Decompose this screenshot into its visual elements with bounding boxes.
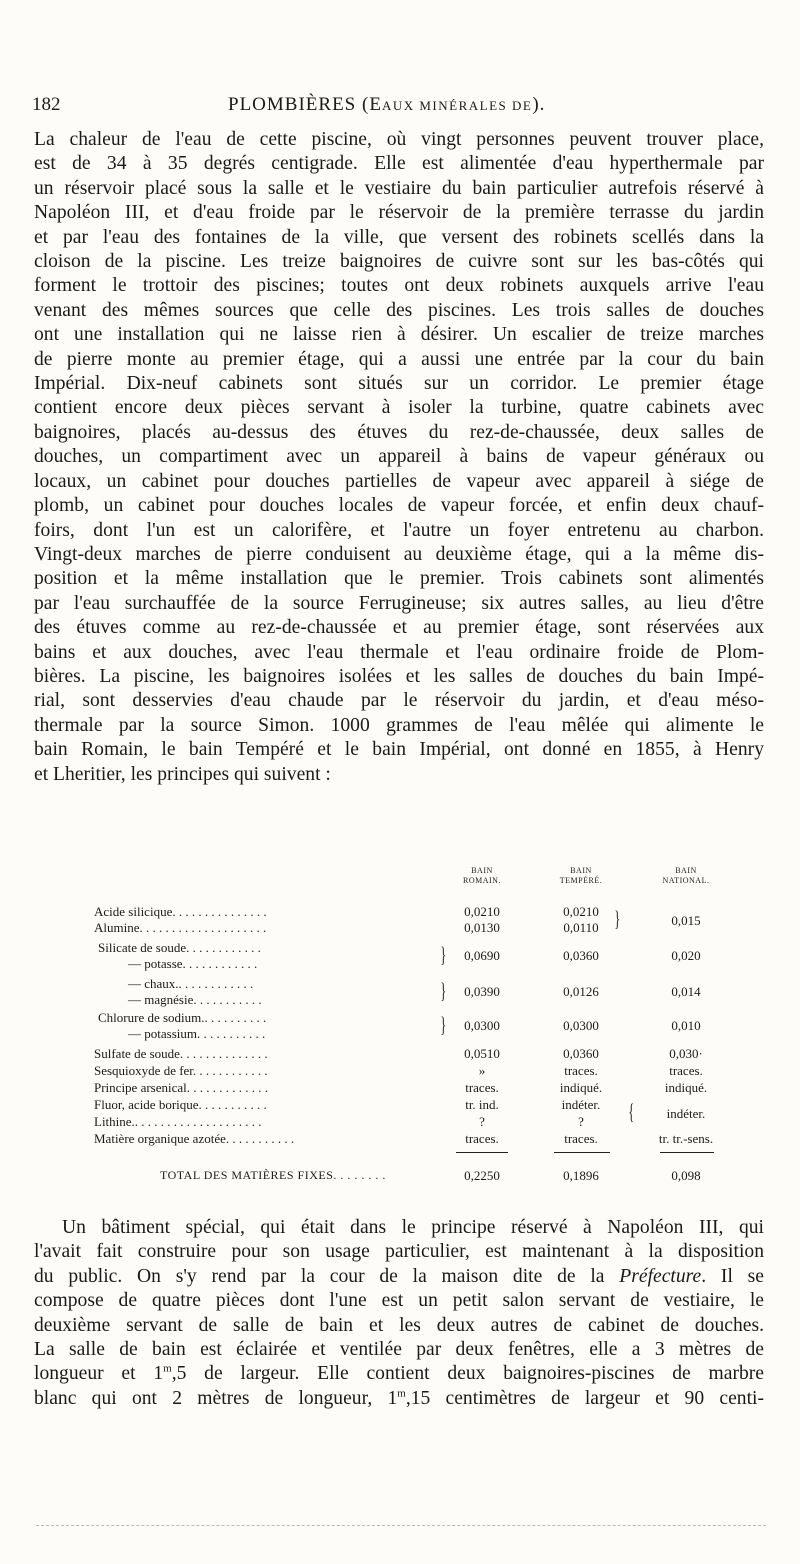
cell-romain: ? (479, 1114, 485, 1129)
text-line: compose de quatre pièces dont l'une est un petit salon servant de vestiaire, le (34, 1290, 764, 1312)
column-header-line: BAIN (471, 866, 493, 875)
row-label: Alumine. . . . . . . . . . . . . . . . . . . . (94, 920, 267, 935)
text-line: bières. La piscine, les baignoires isolées et les salles de douches du bain Impé- (34, 665, 764, 687)
text-line: Impérial. Dix-neuf cabinets sont situés sur un corridor. Le premier étage (34, 373, 764, 395)
cell-national: tr. tr.-sens. (658, 1131, 714, 1146)
row-label: — chaux.. . . . . . . . . . . . (128, 976, 254, 991)
cell-tempere: 0,0110 (563, 920, 599, 935)
brace: } (440, 978, 447, 1003)
cell-national: indéter. (666, 1106, 706, 1121)
cell-tempere: 0,0126 (563, 984, 599, 999)
cell-romain: 0,0300 (464, 1018, 500, 1033)
text-line: position et la même installation que le premier. Trois cabinets sont alimentés (34, 568, 764, 590)
text-line: La salle de bain est éclairée et ventilée par deux fenêtres, elle a 3 mètres de (34, 1339, 764, 1361)
cell-tempere: 0,0360 (563, 1046, 599, 1061)
row-label: Fluor, acide borique. . . . . . . . . . . (94, 1097, 267, 1112)
text-line: thermale par la source Simon. 1000 grammes de l'eau mêlée qui alimente le (34, 714, 764, 736)
cell-national: 0,014 (671, 984, 701, 999)
cell-tempere: 0,0300 (563, 1018, 599, 1033)
cell-national: 0,010 (671, 1018, 701, 1033)
running-title-smallcaps: AUX MINÉRALES DE (381, 98, 533, 113)
brace: } (614, 906, 621, 931)
row-label: — potasse. . . . . . . . . . . . (128, 956, 258, 971)
text-line: ont une installation qui ne laisse rien à désirer. Un escalier de treize marches (34, 324, 764, 346)
column-header-line: TEMPÉRÉ. (559, 876, 603, 885)
cell-romain: » (478, 1063, 486, 1078)
text-line: de pierre monte au premier étage, qui a aussi une entrée par la cour du bain (34, 348, 764, 370)
brace: } (440, 1012, 447, 1037)
row-label: — magnésie. . . . . . . . . . . (128, 992, 262, 1007)
cell-tempere: indéter. (561, 1097, 601, 1112)
text-line: douches, un compartiment avec un appareil à bains de vapeur généraux ou (34, 446, 764, 468)
text-line: Un bâtiment spécial, qui était dans le principe réservé à Napoléon III, qui (62, 1217, 764, 1238)
text-segment: ,15 centimètres de largeur et 90 centi- (405, 1387, 764, 1409)
total-national: 0,098 (671, 1168, 701, 1183)
brace: } (440, 942, 447, 967)
cell-national: indiqué. (664, 1080, 708, 1095)
column-header-line: ROMAIN. (463, 876, 501, 885)
total-rule (456, 1152, 508, 1153)
cell-national: 0,030· (669, 1046, 703, 1061)
total-tempere: 0,1896 (563, 1168, 599, 1183)
page-number: 182 (32, 94, 61, 115)
text-segment: . Il se (701, 1265, 764, 1287)
text-line: Napoléon III, et d'eau froide par le réservoir de la première terrasse du jardin (34, 202, 764, 224)
text-line (34, 1265, 764, 1289)
total-romain: 0,2250 (464, 1168, 500, 1183)
cell-tempere: 0,0210 (563, 904, 599, 919)
column-header-romain (452, 866, 512, 886)
column-header-line: BAIN (675, 866, 697, 875)
text-line: forment le trottoir des piscines; toutes ont deux robinets auxquels arrive l'eau (34, 275, 764, 297)
row-label: — potassium. . . . . . . . . . . (128, 1026, 266, 1041)
cell-tempere: traces. (564, 1131, 598, 1146)
text-line: des étuves comme au rez-de-chaussée et au premier étage, sont réservées aux (34, 617, 764, 639)
cell-romain: traces. (465, 1131, 499, 1146)
cell-tempere: traces. (564, 1063, 598, 1078)
text-line: deuxième servant de salle de bain et les deux autres de cabinet de douches. (34, 1314, 764, 1336)
text-line: baignoires, placés au-dessus des étuves du rez-de-chaussée, deux salles de (34, 421, 764, 443)
column-header-line: NATIONAL. (662, 876, 710, 885)
total-rule (660, 1152, 714, 1153)
text-line (34, 1387, 764, 1411)
total-rule (554, 1152, 610, 1153)
paragraph-first (34, 128, 764, 787)
row-label: Sulfate de soude. . . . . . . . . . . . . . (94, 1046, 268, 1061)
page-header (32, 92, 592, 118)
cell-tempere: 0,0360 (563, 948, 599, 963)
cell-romain: 0,0210 (464, 904, 500, 919)
text-segment: ,5 de largeur. Elle contient deux baignoires-piscines de marbre (171, 1363, 764, 1385)
cell-romain: 0,0510 (464, 1046, 500, 1061)
text-line: venant des mêmes sources que celle des piscines. Les trois salles de douches (34, 299, 764, 321)
text-line: contient encore deux pièces servant à isoler la turbine, quatre cabinets avec (34, 397, 764, 419)
text-line: bain Romain, le bain Tempéré et le bain Impérial, ont donné en 1855, à Henry (34, 739, 764, 761)
row-label: Principe arsenical. . . . . . . . . . . . . (94, 1080, 269, 1095)
text-line: rial, sont desservies d'eau chaude par le réservoir du jardin, et d'eau méso- (34, 690, 764, 712)
text-line: un réservoir placé sous la salle et le vestiaire du bain particulier autrefois réservé à (34, 177, 764, 199)
cell-tempere: ? (578, 1114, 584, 1129)
text-line: Vingt-deux marches de pierre conduisent au deuxième étage, qui a la même dis- (34, 543, 764, 565)
total-label: TOTAL DES MATIÈRES FIXES. . . . . . . . (160, 1168, 386, 1182)
running-title (228, 92, 545, 119)
text-line: et par l'eau des fontaines de la ville, que versent des robinets scellés dans la (34, 226, 764, 248)
text-segment: longueur et 1 (34, 1363, 164, 1385)
text-line: plomb, un cabinet pour douches locales de vapeur forcée, et enfin deux chauf- (34, 495, 764, 517)
cell-romain: 0,0690 (464, 948, 500, 963)
column-header-national (650, 866, 722, 886)
brace: { (628, 1099, 635, 1124)
text-segment: blanc qui ont 2 mètres de longueur, 1 (34, 1387, 398, 1409)
cell-tempere: indiqué. (559, 1080, 603, 1095)
row-label: Matière organique azotée. . . . . . . . . . . (94, 1131, 295, 1146)
text-line: locaux, un cabinet pour douches partielles de vapeur avec appareil à siége de (34, 470, 764, 492)
running-title-main: PLOMBIÈRES (E (228, 94, 382, 115)
text-line: foirs, dont l'un est un calorifère, et l'autre un foyer entretenu au charbon. (34, 519, 764, 541)
text-line: l'avait fait construire pour son usage particulier, est maintenant à la disposition (34, 1241, 764, 1263)
row-label: Chlorure de sodium.. . . . . . . . . . (98, 1010, 267, 1025)
bottom-scan-artifact (36, 1525, 766, 1528)
superscript: m (397, 1387, 406, 1400)
row-label: Silicate de soude. . . . . . . . . . . . (98, 940, 261, 955)
text-line: est de 34 à 35 degrés centigrade. Elle est alimentée d'eau hyperthermale par (34, 153, 764, 175)
text-line: bains et aux douches, avec l'eau thermale et l'eau ordinaire froide de Plom- (34, 641, 764, 663)
row-label: Lithine.. . . . . . . . . . . . . . . . . . . . (94, 1114, 262, 1129)
row-label: Acide silicique. . . . . . . . . . . . . . . (94, 904, 267, 919)
cell-romain: 0,0130 (464, 920, 500, 935)
cell-national: 0,015 (671, 913, 701, 928)
text-line: par l'eau surchauffée de la source Ferrugineuse; six autres salles, au lieu d'être (34, 592, 764, 614)
cell-romain: traces. (465, 1080, 499, 1095)
column-header-tempere (548, 866, 614, 886)
superscript: m (163, 1362, 172, 1375)
text-line: et Lheritier, les principes qui suivent : (34, 763, 331, 785)
emphasis-prefecture: Préfecture (619, 1265, 702, 1287)
text-line: cloison de la piscine. Les treize baignoires de cuivre sont sur les bas-côtés qui (34, 251, 764, 273)
cell-romain: tr. ind. (465, 1097, 499, 1112)
column-header-line: BAIN (570, 866, 592, 875)
cell-national: traces. (669, 1063, 703, 1078)
row-label: Sesquioxyde de fer. . . . . . . . . . . . (94, 1063, 268, 1078)
running-title-end: ). (532, 94, 546, 115)
text-line (34, 1362, 764, 1386)
cell-national: 0,020 (671, 948, 701, 963)
paragraph-second (34, 1216, 764, 1411)
cell-romain: 0,0390 (464, 984, 500, 999)
text-line: La chaleur de l'eau de cette piscine, où vingt personnes peuvent trouver place, (34, 129, 764, 150)
text-segment: du public. On s'y rend par la cour de la maison dite de la (34, 1265, 620, 1287)
